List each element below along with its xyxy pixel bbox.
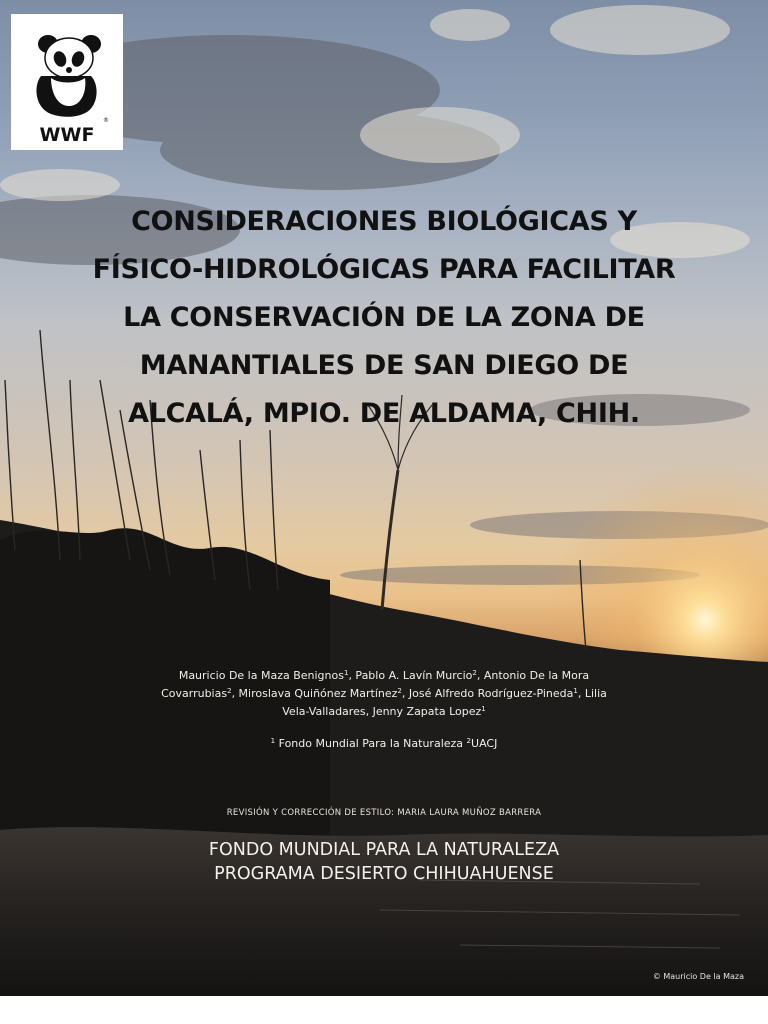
authors-line-2 xyxy=(130,685,638,703)
affiliation-sup: 2 xyxy=(466,737,472,745)
author-name: Mauricio De la Maza Benignos xyxy=(178,669,344,682)
title-line-2: FÍSICO-HIDROLÓGICAS PARA FACILITAR xyxy=(92,254,676,285)
affiliations xyxy=(130,735,638,753)
affiliation-sup: 2 xyxy=(397,687,402,695)
affiliation-sup: 1 xyxy=(343,669,349,677)
affiliation-name: UACJ xyxy=(471,737,498,750)
affiliation-name: Fondo Mundial Para la Naturaleza xyxy=(275,737,467,750)
authors-line-1 xyxy=(130,667,638,685)
author-name: Covarrubias xyxy=(161,687,228,700)
organization-line-1: FONDO MUNDIAL PARA LA NATURALEZA xyxy=(208,840,560,860)
authors-line-3 xyxy=(130,703,638,721)
panda-icon xyxy=(11,14,123,150)
affiliation-sup: 1 xyxy=(481,705,486,713)
svg-text:®: ® xyxy=(103,117,109,124)
affiliation-sup: 1 xyxy=(573,687,578,695)
title-line-1: CONSIDERACIONES BIOLÓGICAS Y xyxy=(131,206,637,237)
organization-line-2: PROGRAMA DESIERTO CHIHUAHUENSE xyxy=(214,864,554,884)
photo-credit: © Mauricio De la Maza xyxy=(652,972,744,981)
author-name: Vela-Valladares, Jenny Zapata Lopez xyxy=(282,705,482,718)
document-title xyxy=(60,198,708,438)
author-name: , Lilia xyxy=(577,687,607,700)
wwf-logo xyxy=(11,14,123,150)
author-name: , Antonio De la Mora xyxy=(476,669,590,682)
author-name: , Miroslava Quiñónez Martínez xyxy=(231,687,398,700)
affiliation-sup: 1 xyxy=(270,737,276,745)
revision-credit: REVISIÓN Y CORRECCIÓN DE ESTILO: MARIA LAURA MUÑOZ BARRERA xyxy=(226,808,542,818)
author-name: , Pablo A. Lavín Murcio xyxy=(348,669,473,682)
title-line-4: MANANTIALES DE SAN DIEGO DE xyxy=(139,350,629,381)
title-line-3: LA CONSERVACIÓN DE LA ZONA DE xyxy=(123,302,645,333)
svg-text:WWF: WWF xyxy=(39,124,95,146)
affiliation-sup: 2 xyxy=(227,687,232,695)
title-line-5: ALCALÁ, MPIO. DE ALDAMA, CHIH. xyxy=(128,398,640,429)
author-name: , José Alfredo Rodríguez-Pineda xyxy=(401,687,574,700)
affiliation-sup: 2 xyxy=(472,669,477,677)
author-list xyxy=(130,667,638,721)
organization-block xyxy=(100,838,668,886)
